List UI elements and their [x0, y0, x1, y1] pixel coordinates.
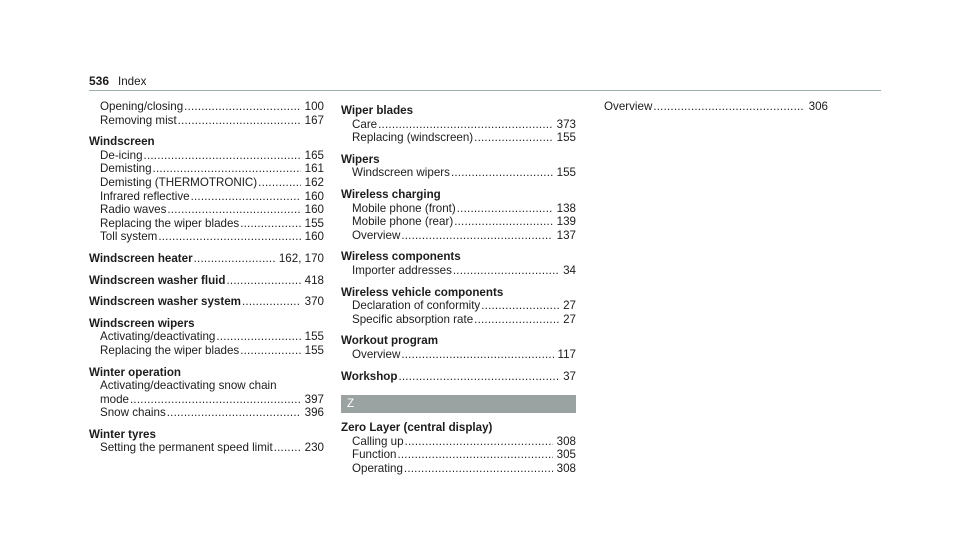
index-entry[interactable]: Windscreen heater ..... 162, 170: [89, 252, 324, 266]
index-heading: Workout program: [341, 334, 439, 348]
header-divider: [89, 90, 881, 91]
index-entry[interactable]: Windscreen washer system ..... 370: [89, 295, 324, 309]
index-subentry[interactable]: Overview ..... 117: [341, 348, 576, 362]
section-title: Index: [118, 75, 147, 88]
index-heading: Wireless components: [341, 250, 461, 264]
page-header: [89, 74, 881, 92]
index-subentry[interactable]: Infrared reflective ..... 160: [89, 190, 324, 204]
index-subentry[interactable]: Toll system ..... 160: [89, 230, 324, 244]
index-subentry[interactable]: Overview ..... 137: [341, 229, 576, 243]
index-subentry[interactable]: Function ..... 305: [341, 448, 576, 462]
index-subentry[interactable]: Overview ..... 306: [593, 100, 828, 114]
index-subentry[interactable]: mode ..... 397: [89, 393, 324, 407]
index-subentry[interactable]: Demisting (THERMOTRONIC) ..... 162: [89, 176, 324, 190]
index-subentry[interactable]: Declaration of conformity ..... 27: [341, 299, 576, 313]
index-subentry-wrapped: Activating/deactivating snow chain: [100, 379, 277, 393]
index-subentry[interactable]: Demisting ..... 161: [89, 162, 324, 176]
index-subentry[interactable]: Opening/closing ..... 100: [89, 100, 324, 114]
index-subentry[interactable]: Windscreen wipers ..... 155: [341, 166, 576, 180]
index-subentry[interactable]: Replacing (windscreen) ..... 155: [341, 131, 576, 145]
index-subentry[interactable]: Importer addresses ..... 34: [341, 264, 576, 278]
index-subentry[interactable]: Snow chains ..... 396: [89, 406, 324, 420]
index-heading: Wipers: [341, 152, 380, 166]
index-subentry[interactable]: Activating/deactivating ..... 155: [89, 330, 324, 344]
index-entry[interactable]: Windscreen washer fluid ..... 418: [89, 274, 324, 288]
index-column-2: [341, 100, 576, 475]
index-heading: Windscreen: [89, 135, 155, 149]
index-heading: Wiper blades: [341, 104, 414, 117]
index-subentry[interactable]: Specific absorption rate ..... 27: [341, 313, 576, 327]
index-subentry[interactable]: Mobile phone (rear) ..... 139: [341, 215, 576, 229]
index-heading: Wireless vehicle components: [341, 285, 504, 299]
index-subentry[interactable]: Mobile phone (front) ..... 138: [341, 202, 576, 216]
index-column-3: [593, 100, 828, 114]
index-heading: Winter tyres: [89, 427, 156, 441]
index-subentry[interactable]: Radio waves ..... 160: [89, 203, 324, 217]
index-heading: Zero Layer (central display): [341, 421, 493, 435]
index-heading: Winter operation: [89, 365, 182, 379]
index-column-1: [89, 100, 324, 455]
index-heading: Windscreen wipers: [89, 316, 195, 330]
index-heading: Wireless charging: [341, 187, 441, 201]
index-subentry[interactable]: Replacing the wiper blades ..... 155: [89, 217, 324, 231]
index-subentry[interactable]: Removing mist ..... 167: [89, 114, 324, 128]
index-subentry[interactable]: Care ..... 373: [341, 118, 576, 132]
index-subentry[interactable]: De-icing ..... 165: [89, 149, 324, 163]
index-entry[interactable]: Workshop ..... 37: [341, 370, 576, 384]
letter-section-bar: Z: [341, 395, 576, 413]
index-subentry[interactable]: Setting the permanent speed limit ..... 230: [89, 441, 324, 455]
index-subentry[interactable]: Calling up ..... 308: [341, 435, 576, 449]
page-number: 536: [89, 74, 110, 88]
index-subentry[interactable]: Operating ..... 308: [341, 462, 576, 476]
index-subentry[interactable]: Replacing the wiper blades ..... 155: [89, 344, 324, 358]
